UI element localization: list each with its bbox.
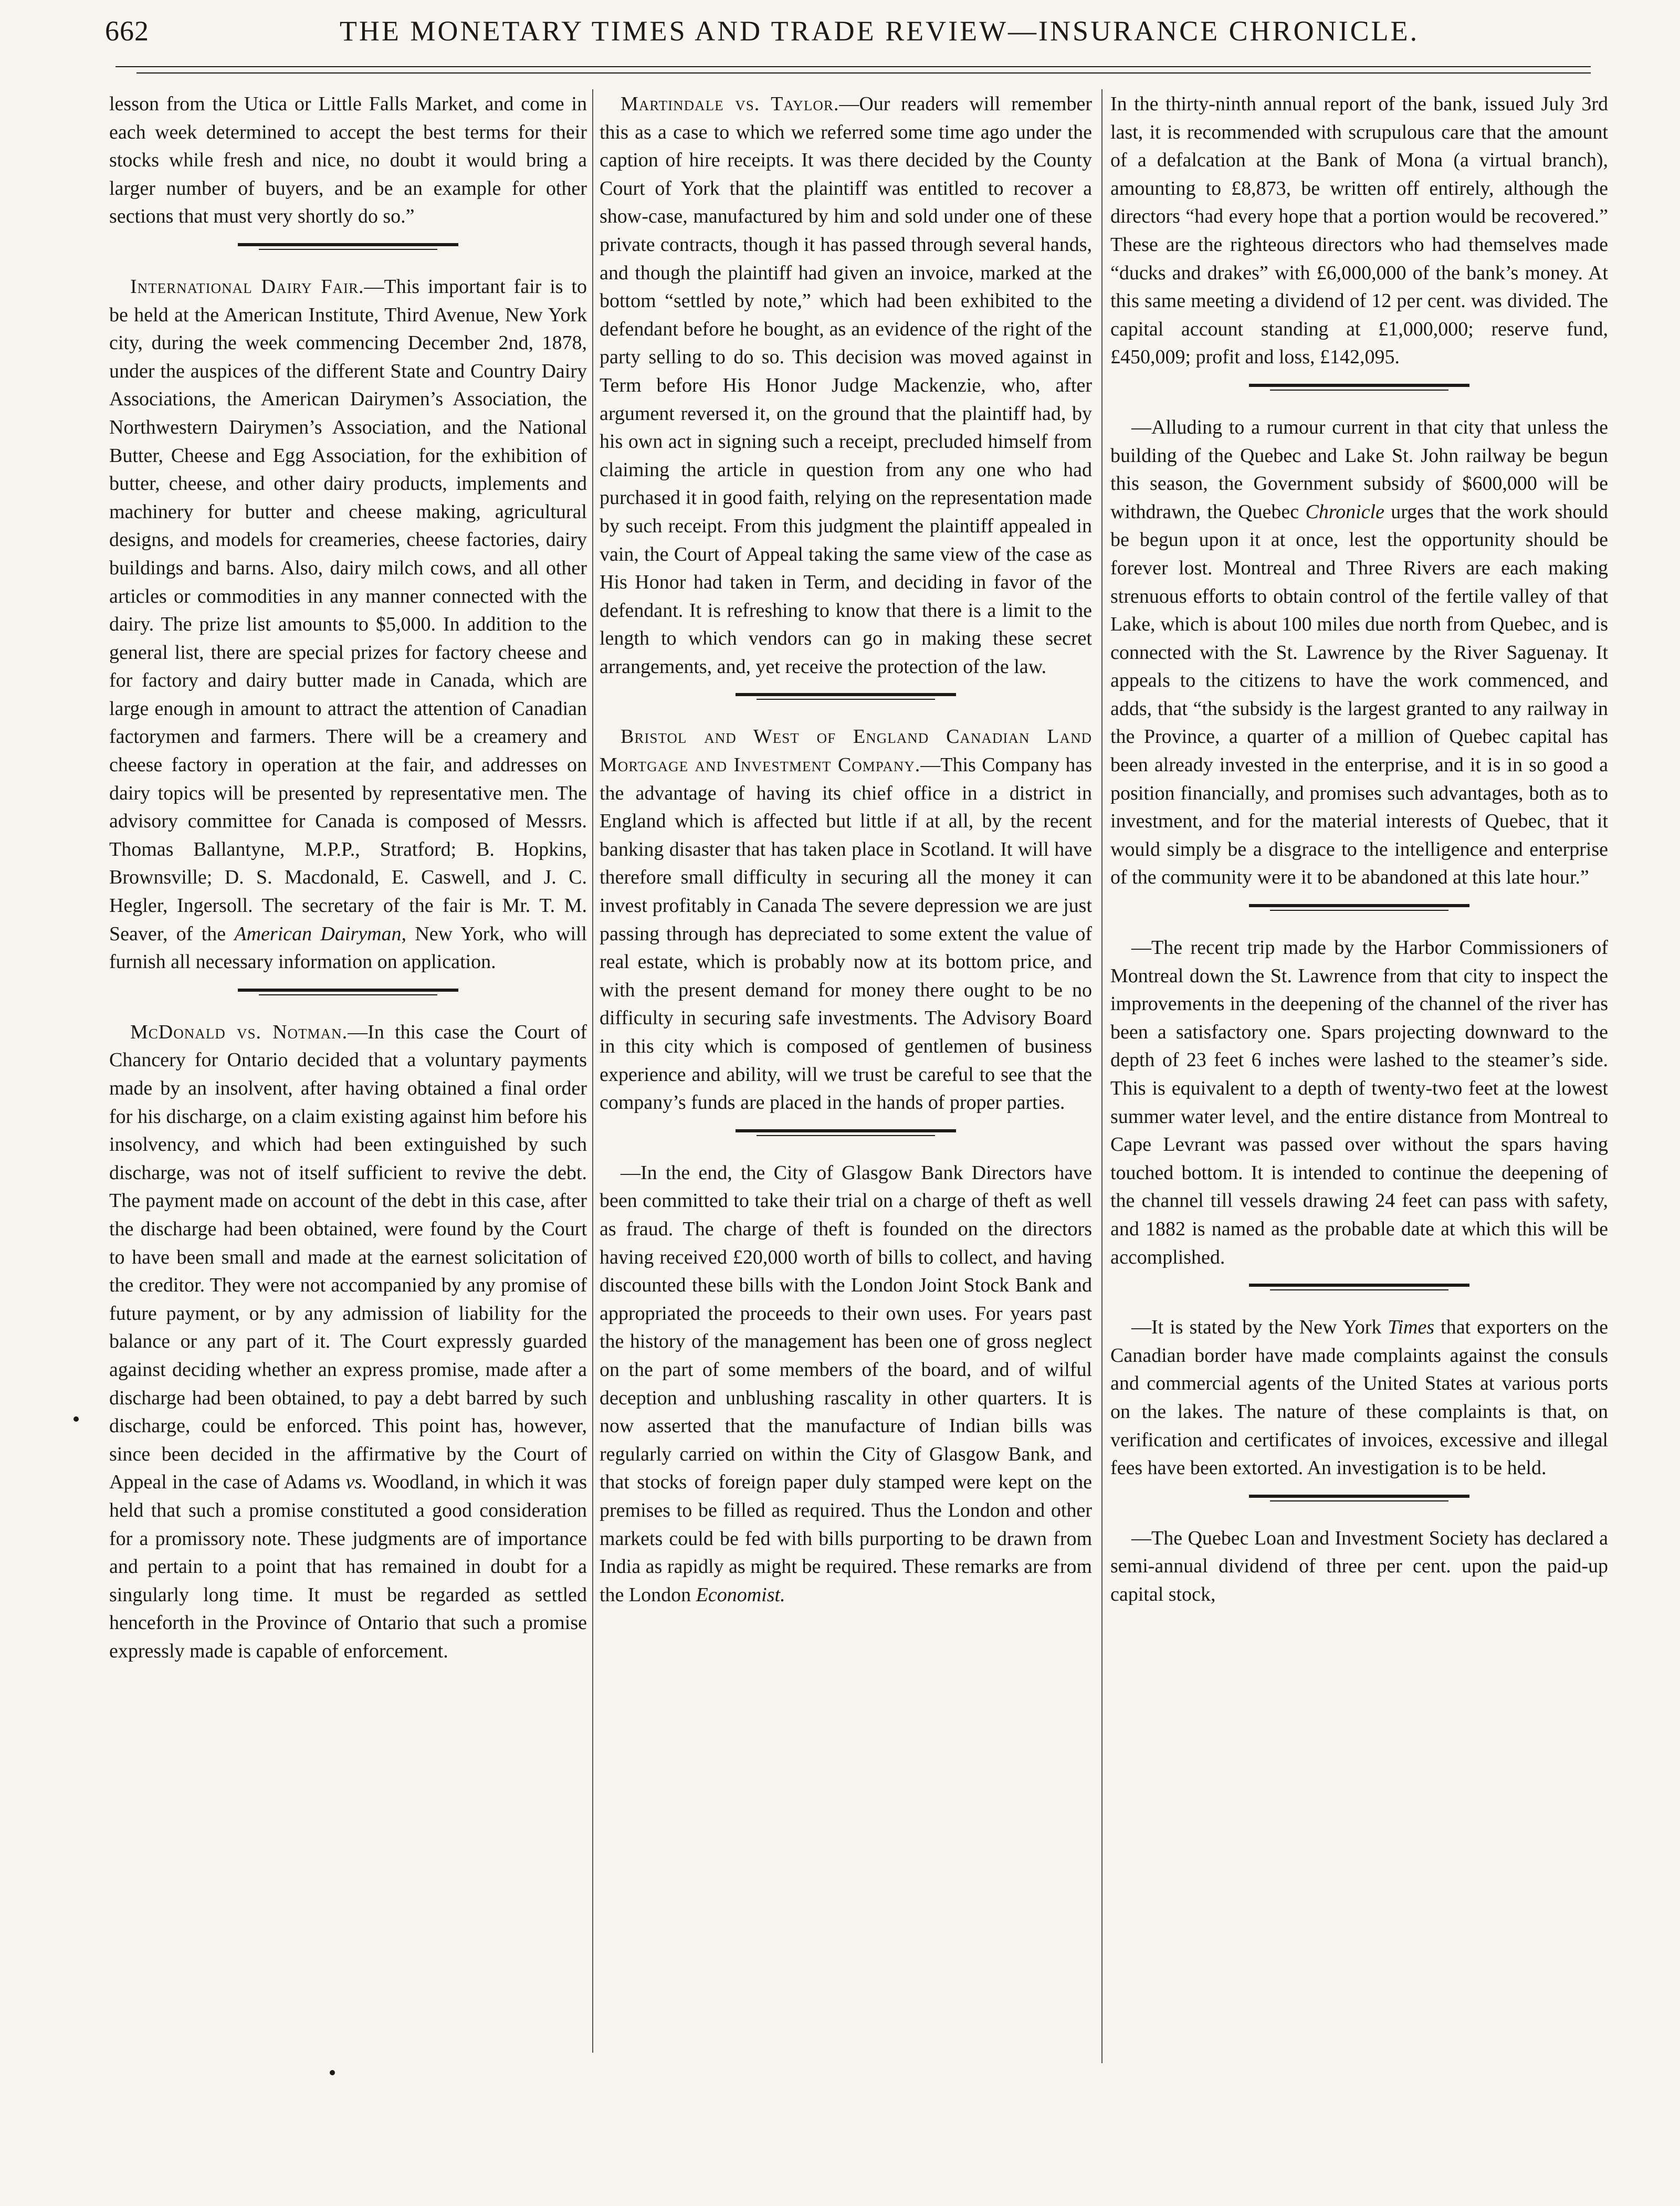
article-bristol-company bbox=[600, 723, 1092, 1117]
journal-name: Economist. bbox=[696, 1583, 785, 1606]
section-divider bbox=[736, 691, 956, 702]
article-body-tail: urges that the work should be begun upon it at once, lest the opportunity should be forever lost. Montreal and Three Rivers are each making strenuous efforts to obtain control of the fertile valley of that Lake, which is about 100 miles due north from Quebec, and is connected with the St. Lawrence by the River Saguenay. It appeals to the citizens to have the work commenced, and adds, that “the subsidy is the largest granted to any railway in the Province, a quarter of a million of Quebec capital has been already invested in the enterprise, and it is in so good a position financially, and promises such advantages, both as to investment, and for the material interests of Quebec, that it would simply be a disgrace to the intelligence and enterprise of the community were it to be abandoned at this late hour.” bbox=[1110, 500, 1608, 889]
case-vs: vs. bbox=[345, 1471, 368, 1494]
article-body: —In the end, the City of Glasgow Bank Directors have been committed to take their trial on a charge of theft as well as fraud. The charge of theft is founded on the directors having received £20,000 worth of bills to collect, and having discounted these bills with the London Joint Stock Bank and appropriated the proceeds to their own uses. For years past the history of the management has been one of gross neglect on the part of some members of the board, and of wilful deception and unblushing rascality in other quarters. It is now asserted that the manufacture of Indian bills was regularly carried on within the City of Glasgow Bank, and that stocks of foreign paper duly stamped were kept on the premises to be filled as required. Thus the London and other markets could be fed with bills purporting to be drawn from India as rapidly as might be required. These remarks are from the London bbox=[600, 1161, 1092, 1606]
article-harbor-commissioners: —The recent trip made by the Harbor Commissioners of Montreal down the St. Lawrence from that city to inspect the improvements in the deepening of the channel of the river has been a satisfactory one. Spars projecting downward to the depth of 23 feet 6 inches were lashed to the steamer’s side. This is equivalent to a depth of twenty-two feet at the lowest summer water level, and the entire distance from Montreal to Cape Levrant was passed over without the spars having touched bottom. It is intended to continue the deepening of the channel till vessels drawing 24 feet can pass with safety, and 1882 is named as the probable date at which this will be accomplished. bbox=[1110, 937, 1608, 1268]
article-body: —In this case the Court of Chancery for Ontario decided that a voluntary payments made by an insolvent, after having obtained a final order for his discharge, on a claim existing against him before his insolvency, and which had been extinguished by such discharge, was not of itself sufficient to revive the debt. The payment made on account of the debt in this case, after the discharge had been obtained, were found by the Court to have been small and made at the earnest solicitation of the creditor. They were not accompanied by any promise of future payment, or by any admission of liability for the balance or any part of it. The Court expressly guarded against deciding whether an express promise, made after a discharge had been obtained, to pay a debt barred by such discharge, could be enforced. This point has, however, since been decided in the affirmative by the Court of Appeal in the case of Adams bbox=[109, 1021, 587, 1494]
article-body: —This Company has the advantage of having its chief office in a district in England which is affected but little if at all, by the recent banking disaster that has taken place in Scotland. It will have therefore small difficulty in securing all the money it can invest profitably in Canada The severe depression we are just passing through has depreciated to some extent the value of real estate, which is probably now at its bottom price, and with the present demand for money there ought to be no difficulty in securing safe investments. The Advisory Board in this city which is composed of gentlemen of business experience and ability, will we trust be careful to see that the company’s funds are placed in the hands of proper parties. bbox=[600, 754, 1092, 1114]
column-middle bbox=[600, 90, 1092, 2064]
column-separator bbox=[592, 89, 593, 2053]
header-rule-thin bbox=[136, 72, 1591, 73]
margin-dot bbox=[74, 1416, 79, 1422]
section-divider bbox=[1249, 902, 1469, 913]
section-divider bbox=[736, 1128, 956, 1138]
article-heading: Martindale vs. Taylor. bbox=[621, 93, 839, 115]
article-new-york-times bbox=[1110, 1314, 1608, 1483]
article-martindale-taylor bbox=[600, 90, 1092, 681]
section-divider bbox=[1249, 1493, 1469, 1504]
column-separator bbox=[1101, 89, 1102, 2063]
section-divider bbox=[238, 987, 458, 997]
running-head-title: THE MONETARY TIMES AND TRADE REVIEW—INSURANCE CHRONICLE. bbox=[339, 15, 1420, 47]
journal-name: Times bbox=[1388, 1316, 1435, 1339]
page-header bbox=[105, 10, 1591, 73]
column-left bbox=[109, 90, 587, 2064]
journal-name: Chronicle bbox=[1305, 500, 1384, 523]
article-dairy-fair bbox=[109, 273, 587, 976]
article-body-tail: that exporters on the Canadian border have made complaints against the consuls and commercial agents of the United States at various ports on the lakes. The nature of these complaints is that, on verification and certificates of invoices, excessive and illegal fees have been extorted. An investigation is to be held. bbox=[1110, 1316, 1608, 1479]
article-quebec-loan: —The Quebec Loan and Investment Society has declared a semi-annual dividend of three per cent. upon the paid-up capital stock, bbox=[1110, 1527, 1608, 1605]
article-glasgow-bank bbox=[600, 1159, 1092, 1610]
section-divider bbox=[1249, 1282, 1469, 1293]
article-quebec-railway bbox=[1110, 414, 1608, 892]
margin-dot bbox=[330, 2070, 335, 2075]
article-mcdonald-notman bbox=[109, 1018, 587, 1666]
article-body: —It is stated by the New York bbox=[1131, 1316, 1388, 1339]
article-continuation: lesson from the Utica or Little Falls Market, and come in each week determined to accept the best terms for their stocks while fresh and nice, no doubt it would bring a larger number of buyers, and be an example for other sections that must very shortly do so.” bbox=[109, 93, 587, 228]
section-divider bbox=[238, 241, 458, 252]
journal-name: American Dairyman, bbox=[234, 922, 407, 945]
article-heading: Bristol and West of England Canadian Land Mortgage and Investment Company. bbox=[600, 726, 1092, 776]
article-body: —Our readers will remember this as a case to which we referred some time ago under the caption of hire receipts. It was there decided by the County Court of York that the plaintiff was entitled to recover a show-case, manufactured by him and sold under one of these private contracts, though it has passed through several hands, and though the plaintiff had given an invoice, marked at the bottom “settled by note,” which had been exhibited to the defendant before he bought, as an evidence of the right of the party selling to do so. This decision was moved against in Term before His Honor Judge Mackenzie, who, after argument reversed it, on the ground that the plaintiff had, by his own act in signing such a receipt, precluded himself from claiming the article in question from any one who had purchased it in good faith, relying on the representation made by such receipt. From this judgment the plaintiff appealed in vain, the Court of Appeal taking the same view of the case as His Honor had taken in Term, and deciding in favor of the defendant. It is refreshing to know that there is a limit to the length to which vendors can go in making these secret arrangements, and, yet receive the protection of the law. bbox=[600, 93, 1092, 678]
article-body-tail: New York, who will furnish all necessary information on application. bbox=[109, 922, 587, 973]
article-heading: McDonald vs. Notman. bbox=[130, 1021, 348, 1043]
page-number: 662 bbox=[105, 15, 149, 47]
header-rule bbox=[116, 66, 1591, 67]
article-bank-of-mona: In the thirty-ninth annual report of the bank, issued July 3rd last, it is recommended with scrupulous care that the amount of a defalcation at the Bank of Mona (a virtual branch), amounting to £8,873, be written off entirely, although the directors “had every hope that a portion would be recovered.” These are the righteous directors who had themselves made “ducks and drakes” with £6,000,000 of the bank’s money. At this same meeting a dividend of 12 per cent. was divided. The capital account standing at £1,000,000; reserve fund, £450,009; profit and loss, £142,095. bbox=[1110, 93, 1608, 369]
article-body-tail: Woodland, in which it was held that such a promise constituted a good consideration for a promissory note. These judgments are of importance and pertain to a point that has remained in doubt for a singularly long time. It must be regarded as settled henceforth in the Province of Ontario that such a promise expressly made is capable of enforcement. bbox=[109, 1471, 587, 1662]
column-right bbox=[1110, 90, 1608, 2064]
article-heading: International Dairy Fair. bbox=[130, 275, 364, 298]
article-body: —This important fair is to be held at the American Institute, Third Avenue, New York city, during the week commencing December 2nd, 1878, under the auspices of the different State and Country Dairy Associations, the American Dairymen’s Association, the Northwestern Dairymen’s Association, and the National Butter, Cheese and Egg Association, for the exhibition of butter, cheese, and other dairy products, implements and machinery for butter and cheese making, agricultural designs, and models for creameries, cheese factories, dairy buildings and barns. Also, dairy milch cows, and all other articles or commodities in any manner connected with the dairy. The prize list amounts to $5,000. In addition to the general list, there are special prizes for factory cheese and for factory and dairy butter made in Canada, which are large enough in amount to attract the attention of Canadian factorymen and farmers. There will be a creamery and cheese factory in operation at the fair, and addresses on dairy topics will be presented by representative men. The advisory committee for Canada is composed of Messrs. Thomas Ballantyne, M.P.P., Stratford; B. Hopkins, Brownsville; D. S. Macdonald, E. Caswell, and J. C. Hegler, Ingersoll. The secretary of the fair is Mr. T. M. Seaver, of the bbox=[109, 275, 587, 945]
section-divider bbox=[1249, 382, 1469, 393]
article-body: —Alluding to a rumour current in that city that unless the building of the Quebec and Lake St. John railway be begun this season, the Government subsidy of $600,000 will be withdrawn, the Quebec bbox=[1110, 416, 1608, 523]
